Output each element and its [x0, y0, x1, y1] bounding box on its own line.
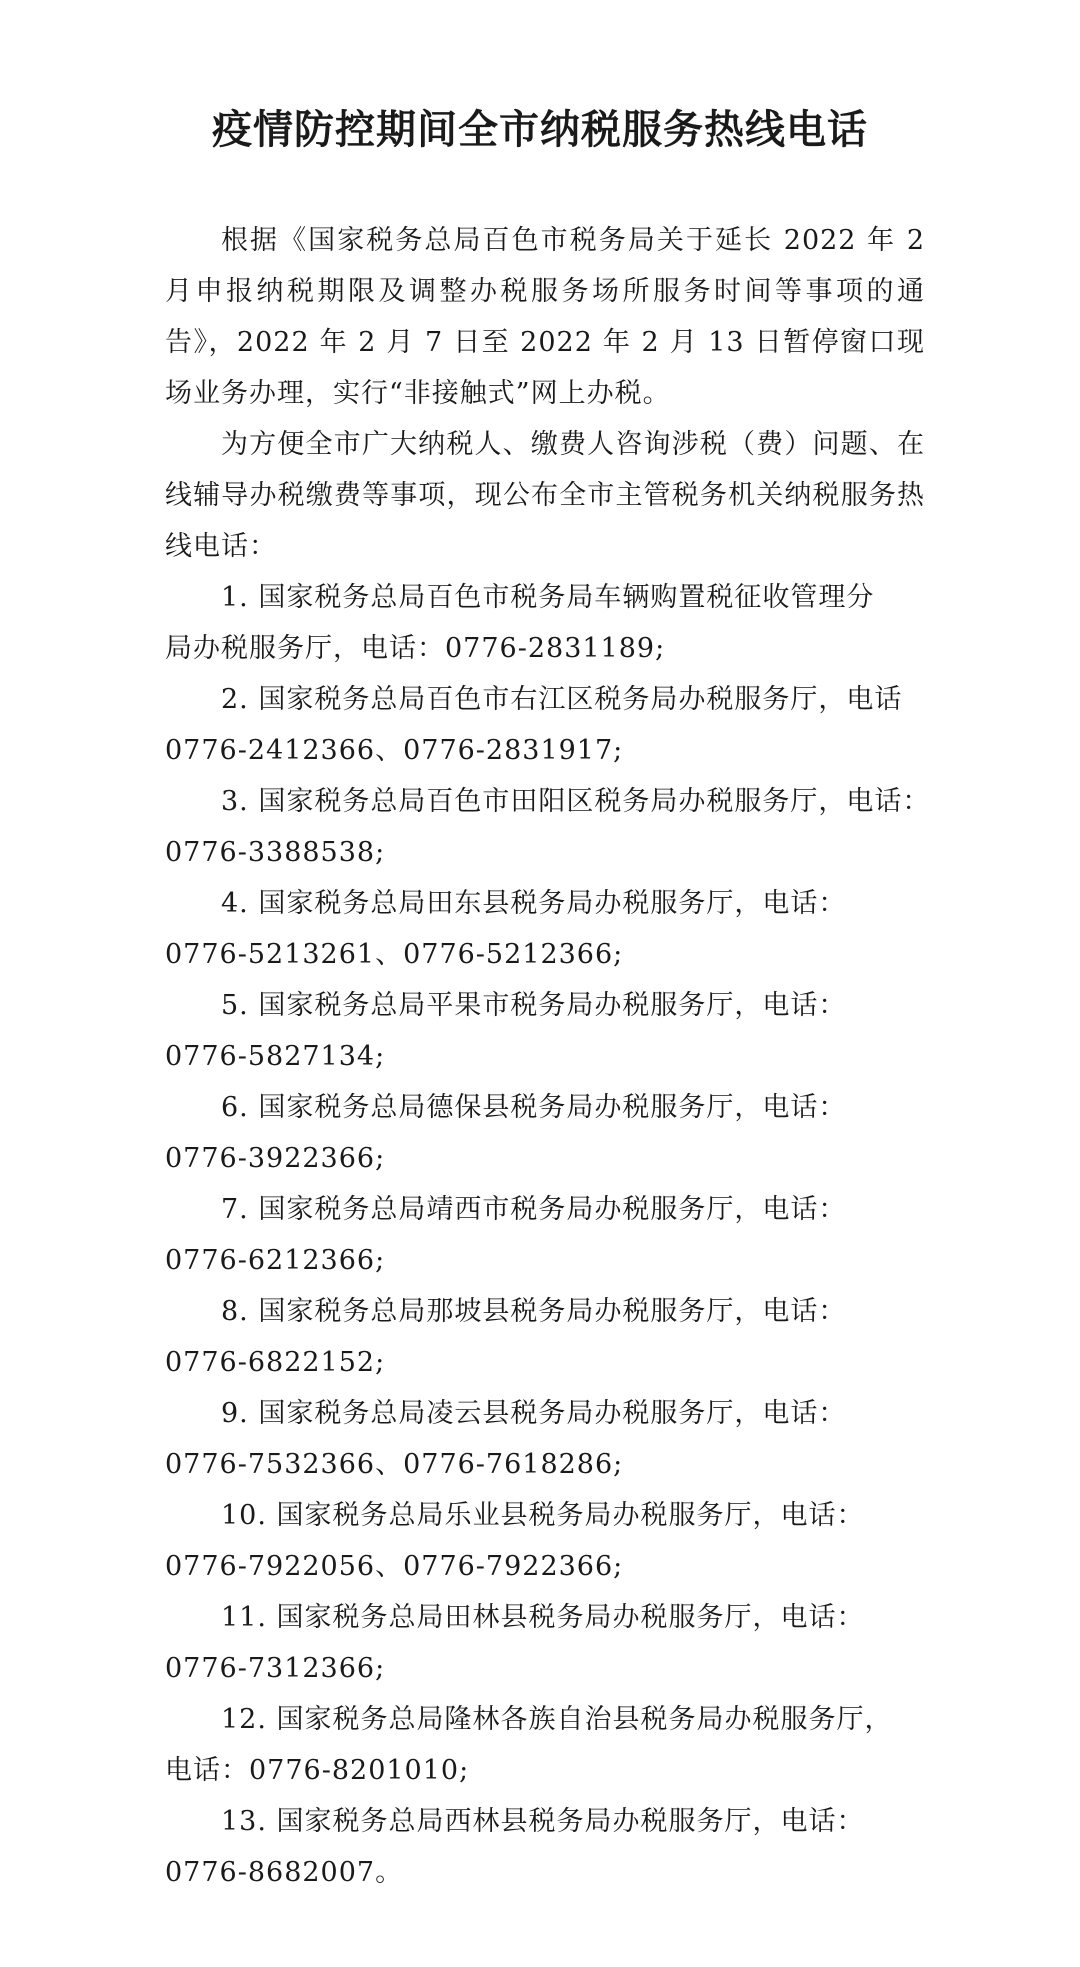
hotline-item	[165, 776, 931, 878]
purpose-paragraph: 为方便全市广大纳税人、缴费人咨询涉税（费）问题、在线辅导办税缴费等事项，现公布全市主管税务机关纳税服务热线电话：	[165, 429, 925, 562]
document-title: 疫情防控期间全市纳税服务热线电话	[212, 107, 868, 153]
hotline-item-phone: 0776-5213261、0776-5212366;	[165, 939, 624, 970]
hotline-item-phone: 0776-5827134;	[165, 1041, 386, 1072]
hotline-item-office: 12. 国家税务总局隆林各族自治县税务局办税服务厅，	[221, 1704, 893, 1735]
hotline-item-office: 13. 国家税务总局西林县税务局办税服务厅，电话：	[221, 1806, 865, 1837]
hotline-item	[165, 1490, 925, 1592]
hotline-item-office: 10. 国家税务总局乐业县税务局办税服务厅，电话：	[221, 1500, 865, 1531]
hotline-item-office: 5. 国家税务总局平果市税务局办税服务厅，电话：	[221, 990, 847, 1021]
hotline-item	[165, 878, 925, 980]
hotline-item-office: 4. 国家税务总局田东县税务局办税服务厅，电话：	[221, 888, 847, 919]
hotline-item-phone: 0776-3388538;	[165, 837, 386, 868]
hotline-item	[165, 674, 925, 776]
hotline-item	[165, 572, 925, 674]
hotline-item	[165, 1286, 925, 1388]
hotline-item-phone: 0776-8682007。	[165, 1857, 404, 1888]
hotline-item	[165, 1592, 925, 1694]
hotline-item-office: 7. 国家税务总局靖西市税务局办税服务厅，电话：	[221, 1194, 847, 1225]
hotline-item-phone: 电话：0776-8201010;	[165, 1755, 470, 1786]
hotline-item-office: 6. 国家税务总局德保县税务局办税服务厅，电话：	[221, 1092, 847, 1123]
hotline-item	[165, 1694, 925, 1796]
hotline-item	[165, 1388, 925, 1490]
hotline-item	[165, 1184, 925, 1286]
hotline-item-phone: 0776-6822152;	[165, 1347, 386, 1378]
hotline-item-office: 9. 国家税务总局凌云县税务局办税服务厅，电话：	[221, 1398, 847, 1429]
hotline-item-office: 11. 国家税务总局田林县税务局办税服务厅，电话：	[221, 1602, 865, 1633]
hotline-item-phone: 0776-7922056、0776-7922366;	[165, 1551, 624, 1582]
hotline-item-phone: 0776-2412366、0776-2831917;	[165, 735, 624, 766]
hotline-item-phone: 0776-7532366、0776-7618286;	[165, 1449, 624, 1480]
hotline-item-office: 1. 国家税务总局百色市税务局车辆购置税征收管理分	[221, 582, 875, 613]
hotline-item	[165, 980, 925, 1082]
hotline-item-office: 8. 国家税务总局那坡县税务局办税服务厅，电话：	[221, 1296, 847, 1327]
hotline-item	[165, 1796, 925, 1898]
hotline-item-office: 3. 国家税务总局百色市田阳区税务局办税服务厅，电话：	[221, 786, 931, 817]
intro-paragraph: 根据《国家税务总局百色市税务局关于延长 2022 年 2 月申报纳税期限及调整办税服务场所服务时间等事项的通告》，2022 年 2 月 7 日至 2022 年 2 月 13 日暂停窗口现场业务办理，实行“非接触式”网上办税。	[165, 225, 925, 409]
hotline-item-phone: 0776-3922366;	[165, 1143, 386, 1174]
hotline-item-phone: 0776-6212366;	[165, 1245, 386, 1276]
hotline-item-phone: 局办税服务厅，电话：0776-2831189;	[165, 633, 666, 664]
document-body	[165, 215, 931, 1898]
hotline-item-phone: 0776-7312366;	[165, 1653, 386, 1684]
hotline-item-office: 2. 国家税务总局百色市右江区税务局办税服务厅，电话	[221, 684, 903, 715]
hotline-item	[165, 1082, 925, 1184]
